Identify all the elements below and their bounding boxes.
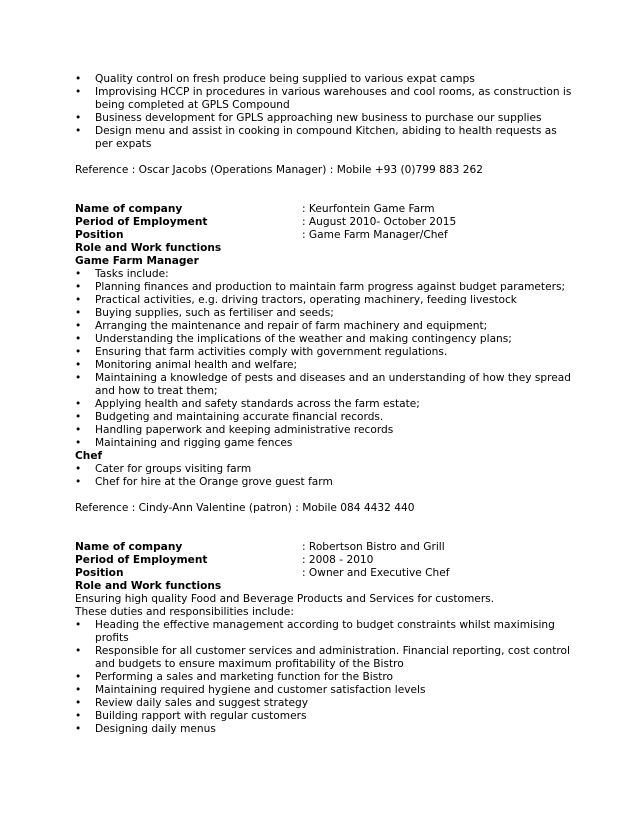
company-value: : Keurfontein Game Farm <box>302 203 435 215</box>
bullet-icon: • <box>75 294 82 306</box>
bullet-icon: • <box>75 697 82 709</box>
bullet-icon: • <box>75 437 82 449</box>
bullet-icon: • <box>75 398 82 410</box>
bullet-icon: • <box>75 281 82 293</box>
list-item: • Designing daily menus <box>75 723 216 735</box>
list-item: • Heading the effective management according to budget constraints whilst maximising profits <box>75 619 555 644</box>
reference-line: Reference : Oscar Jacobs (Operations Manager) : Mobile +93 (0)799 883 262 <box>75 164 483 176</box>
list-item: • Performing a sales and marketing function for the Bistro <box>75 671 394 683</box>
bullet-icon: • <box>75 710 82 722</box>
company-value: : Robertson Bistro and Grill <box>302 541 445 553</box>
list-item: • Practical activities, e.g. driving tractors, operating machinery, feeding livestock <box>75 294 517 306</box>
role-heading: Role and Work functions <box>75 242 222 254</box>
list-item: • Tasks include: <box>75 268 169 280</box>
list-item: • Planning finances and production to maintain farm progress against budget parameters; <box>75 281 566 293</box>
period-row <box>75 216 575 229</box>
period-row <box>75 554 575 567</box>
position-value: : Owner and Executive Chef <box>302 567 450 579</box>
list-item: • Monitoring animal health and welfare; <box>75 359 298 371</box>
bistro-bullet-list <box>75 619 575 736</box>
list-item: • Maintaining and rigging game fences <box>75 437 293 449</box>
list-item: • Understanding the implications of the weather and making contingency plans; <box>75 333 512 345</box>
bullet-icon: • <box>75 645 82 657</box>
chef-bullet-list <box>75 463 575 489</box>
bullet-icon: • <box>75 723 82 735</box>
sub-heading: Game Farm Manager <box>75 255 199 267</box>
top-bullet-list <box>75 73 575 151</box>
bullet-icon: • <box>75 307 82 319</box>
intro-text: Ensuring high quality Food and Beverage Products and Services for customers. <box>75 593 495 605</box>
bullet-icon: • <box>75 333 82 345</box>
resume-content <box>75 73 575 736</box>
period-label: Period of Employment <box>75 216 208 228</box>
list-item: • Quality control on fresh produce being supplied to various expat camps <box>75 73 475 85</box>
company-row <box>75 203 575 216</box>
list-item: • Cater for groups visiting farm <box>75 463 252 475</box>
list-item: • Ensuring that farm activities comply with government regulations. <box>75 346 448 358</box>
list-item: • Responsible for all customer services and administration. Financial reporting, cost control and budgets to ensure maximum profitability of the Bistro <box>75 645 570 670</box>
list-item: • Applying health and safety standards across the farm estate; <box>75 398 420 410</box>
period-label: Period of Employment <box>75 554 208 566</box>
list-item: • Handling paperwork and keeping administrative records <box>75 424 394 436</box>
bullet-icon: • <box>75 86 82 98</box>
list-item: • Maintaining required hygiene and customer satisfaction levels <box>75 684 426 696</box>
company-row <box>75 541 575 554</box>
intro-text: These duties and responsibilities include: <box>75 606 294 618</box>
position-label: Position <box>75 229 124 241</box>
list-item: • Buying supplies, such as fertiliser and seeds; <box>75 307 334 319</box>
list-item: • Maintaining a knowledge of pests and diseases and an understanding of how they spread and how to treat them; <box>75 372 571 397</box>
position-label: Position <box>75 567 124 579</box>
list-item: • Chef for hire at the Orange grove guest farm <box>75 476 333 488</box>
company-label: Name of company <box>75 541 183 553</box>
period-value: : August 2010- October 2015 <box>302 216 457 228</box>
position-value: : Game Farm Manager/Chef <box>302 229 448 241</box>
bullet-icon: • <box>75 346 82 358</box>
bullet-icon: • <box>75 476 82 488</box>
sub-heading: Chef <box>75 450 103 462</box>
company-label: Name of company <box>75 203 183 215</box>
bullet-icon: • <box>75 463 82 475</box>
manager-bullet-list <box>75 268 575 450</box>
position-row <box>75 567 575 580</box>
bullet-icon: • <box>75 73 82 85</box>
list-item: • Building rapport with regular customers <box>75 710 307 722</box>
role-heading: Role and Work functions <box>75 580 222 592</box>
bullet-icon: • <box>75 320 82 332</box>
list-item: • Budgeting and maintaining accurate financial records. <box>75 411 384 423</box>
list-item: • Arranging the maintenance and repair of farm machinery and equipment; <box>75 320 488 332</box>
list-item: • Review daily sales and suggest strategy <box>75 697 308 709</box>
list-item: • Business development for GPLS approaching new business to purchase our supplies <box>75 112 542 124</box>
bullet-icon: • <box>75 424 82 436</box>
bullet-icon: • <box>75 359 82 371</box>
bullet-icon: • <box>75 268 82 280</box>
bullet-icon: • <box>75 684 82 696</box>
period-value: : 2008 - 2010 <box>302 554 374 566</box>
list-item: • Design menu and assist in cooking in compound Kitchen, abiding to health requests as per expats <box>75 125 557 150</box>
bullet-icon: • <box>75 372 82 384</box>
list-item: • Improvising HCCP in procedures in various warehouses and cool rooms, as construction is being completed at GPLS Compound <box>75 86 572 111</box>
bullet-icon: • <box>75 671 82 683</box>
reference-line: Reference : Cindy-Ann Valentine (patron) : Mobile 084 4432 440 <box>75 502 415 514</box>
bullet-icon: • <box>75 411 82 423</box>
bullet-icon: • <box>75 125 82 137</box>
bullet-icon: • <box>75 619 82 631</box>
bullet-icon: • <box>75 112 82 124</box>
position-row <box>75 229 575 242</box>
